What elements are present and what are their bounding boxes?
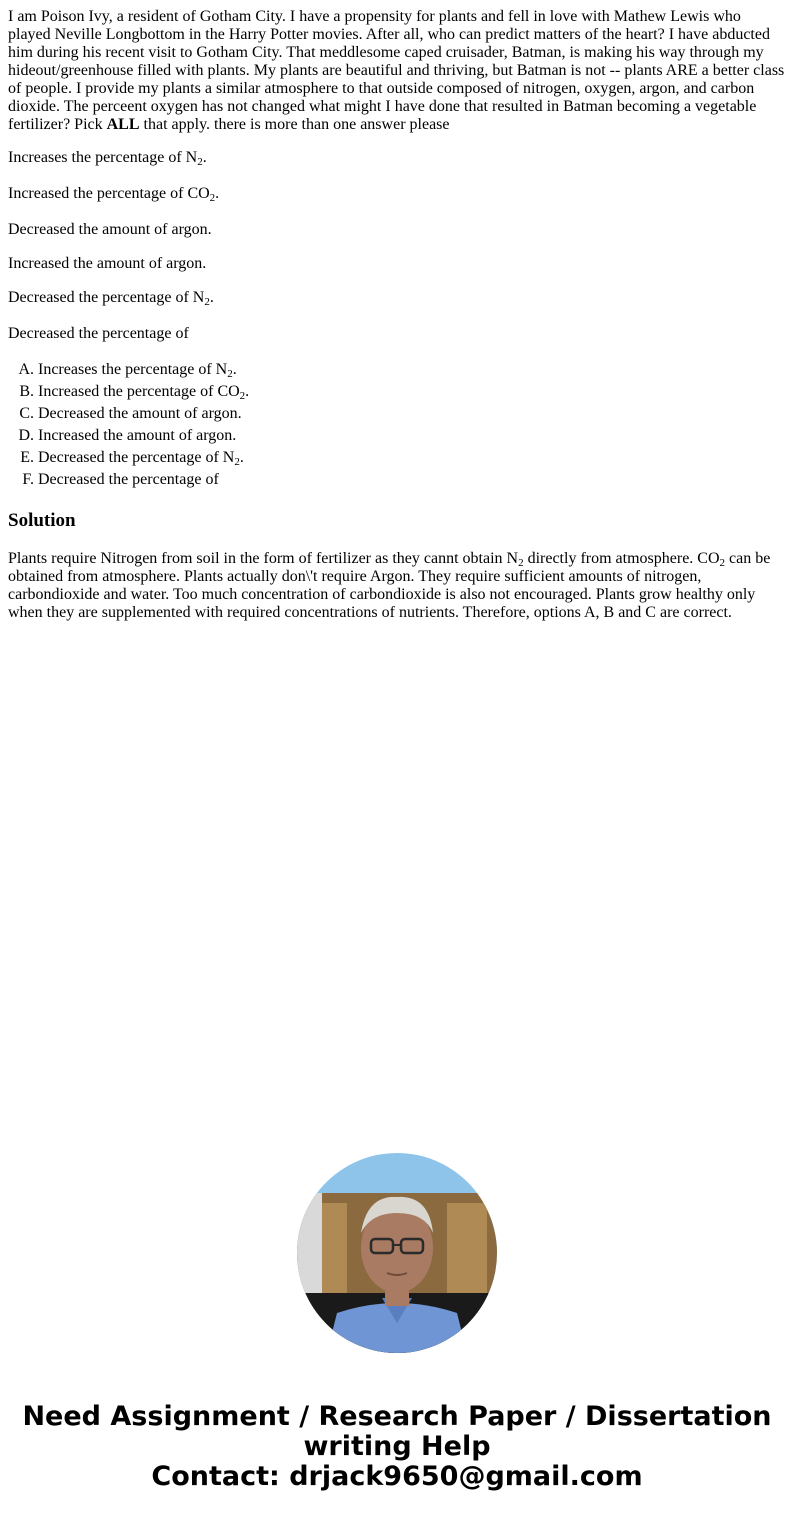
choice-e[interactable] bbox=[8, 448, 786, 468]
option-text: Increases the percentage of $N_2$. bbox=[8, 149, 207, 168]
avatar-portrait bbox=[297, 1153, 497, 1353]
choice-label: Increased the amount of argon. bbox=[38, 427, 237, 444]
choice-letter: E. bbox=[20, 449, 34, 466]
question-text: I am Poison Ivy, a resident of Gotham City. I have a propensity for plants and fell in love with Mathew Lewis who played Neville Longbottom in the Harry Potter movies. After all, who can predict matters of the heart? I have abducted him during his recent visit to Gotham City. That meddlesome caped cruisader, Batman, is making his way through my hideout/greenhouse filled with plants. My plants are beautiful and thriving, but Batman is not -- plants ARE a better class of people. I provide my plants a similar atmosphere to that outside composed of nitrogen, oxygen, argon, and carbon dioxide. The perceent oxygen has not changed what might I have done that resulted in Batman becoming a vegetable fertilizer? Pick ALL that apply. there is more than one answer please bbox=[8, 8, 785, 133]
option-text: Decreased the amount of argon. bbox=[8, 221, 212, 238]
page-content bbox=[8, 8, 786, 622]
solution-heading: Solution bbox=[8, 510, 76, 531]
choice-c[interactable] bbox=[8, 404, 786, 424]
choice-label: Increases the percentage of $N_2$. bbox=[38, 361, 237, 380]
avatar-switchboard bbox=[297, 1193, 322, 1293]
option-text: Increased the amount of argon. bbox=[8, 255, 207, 272]
choice-b[interactable] bbox=[8, 382, 786, 402]
choice-letter: F. bbox=[22, 471, 34, 488]
choice-label: Increased the percentage of $CO_2$. bbox=[38, 383, 250, 402]
question-emphasis: ALL bbox=[106, 116, 140, 133]
choice-letter: C. bbox=[19, 405, 34, 422]
choice-a[interactable] bbox=[8, 360, 786, 380]
options-text-list bbox=[8, 148, 786, 344]
answer-choices bbox=[8, 360, 786, 490]
choice-letter: A. bbox=[18, 361, 34, 378]
choice-d[interactable] bbox=[8, 426, 786, 446]
choice-letter: D. bbox=[18, 427, 34, 444]
promo-line-1: Need Assignment / Research Paper / Dissertation bbox=[22, 1401, 772, 1432]
option-text: Increased the percentage of $CO_2$. bbox=[8, 185, 220, 204]
choice-label: Decreased the amount of argon. bbox=[38, 405, 242, 422]
promo-contact: Contact: drjack9650@gmail.com bbox=[151, 1461, 643, 1492]
solution-text: Plants require Nitrogen from soil in the form of fertilizer as they cannt obtain $N_2$ directly from atmosphere. $CO_2$ can be obtained from atmosphere. Plants actually don\'t require Argon. They require sufficient amounts of nitrogen, carbondioxide and water. Too much concentration of carbondioxide is also not encouraged. Plants grow healthy only when they are supplemented with required concentrations of nutrients. Therefore, options A, B and C are correct. bbox=[8, 550, 771, 621]
author-avatar bbox=[297, 1153, 497, 1353]
choice-label: Decreased the percentage of bbox=[38, 471, 219, 488]
choice-label: Decreased the percentage of $N_2$. bbox=[38, 449, 244, 468]
promo-line-2: writing Help bbox=[303, 1431, 491, 1462]
choice-f[interactable] bbox=[8, 470, 786, 490]
option-text: Decreased the percentage of $N_2$. bbox=[8, 289, 214, 308]
choice-letter: B. bbox=[19, 383, 34, 400]
promo-banner bbox=[0, 1402, 794, 1492]
option-text: Decreased the percentage of bbox=[8, 325, 189, 342]
